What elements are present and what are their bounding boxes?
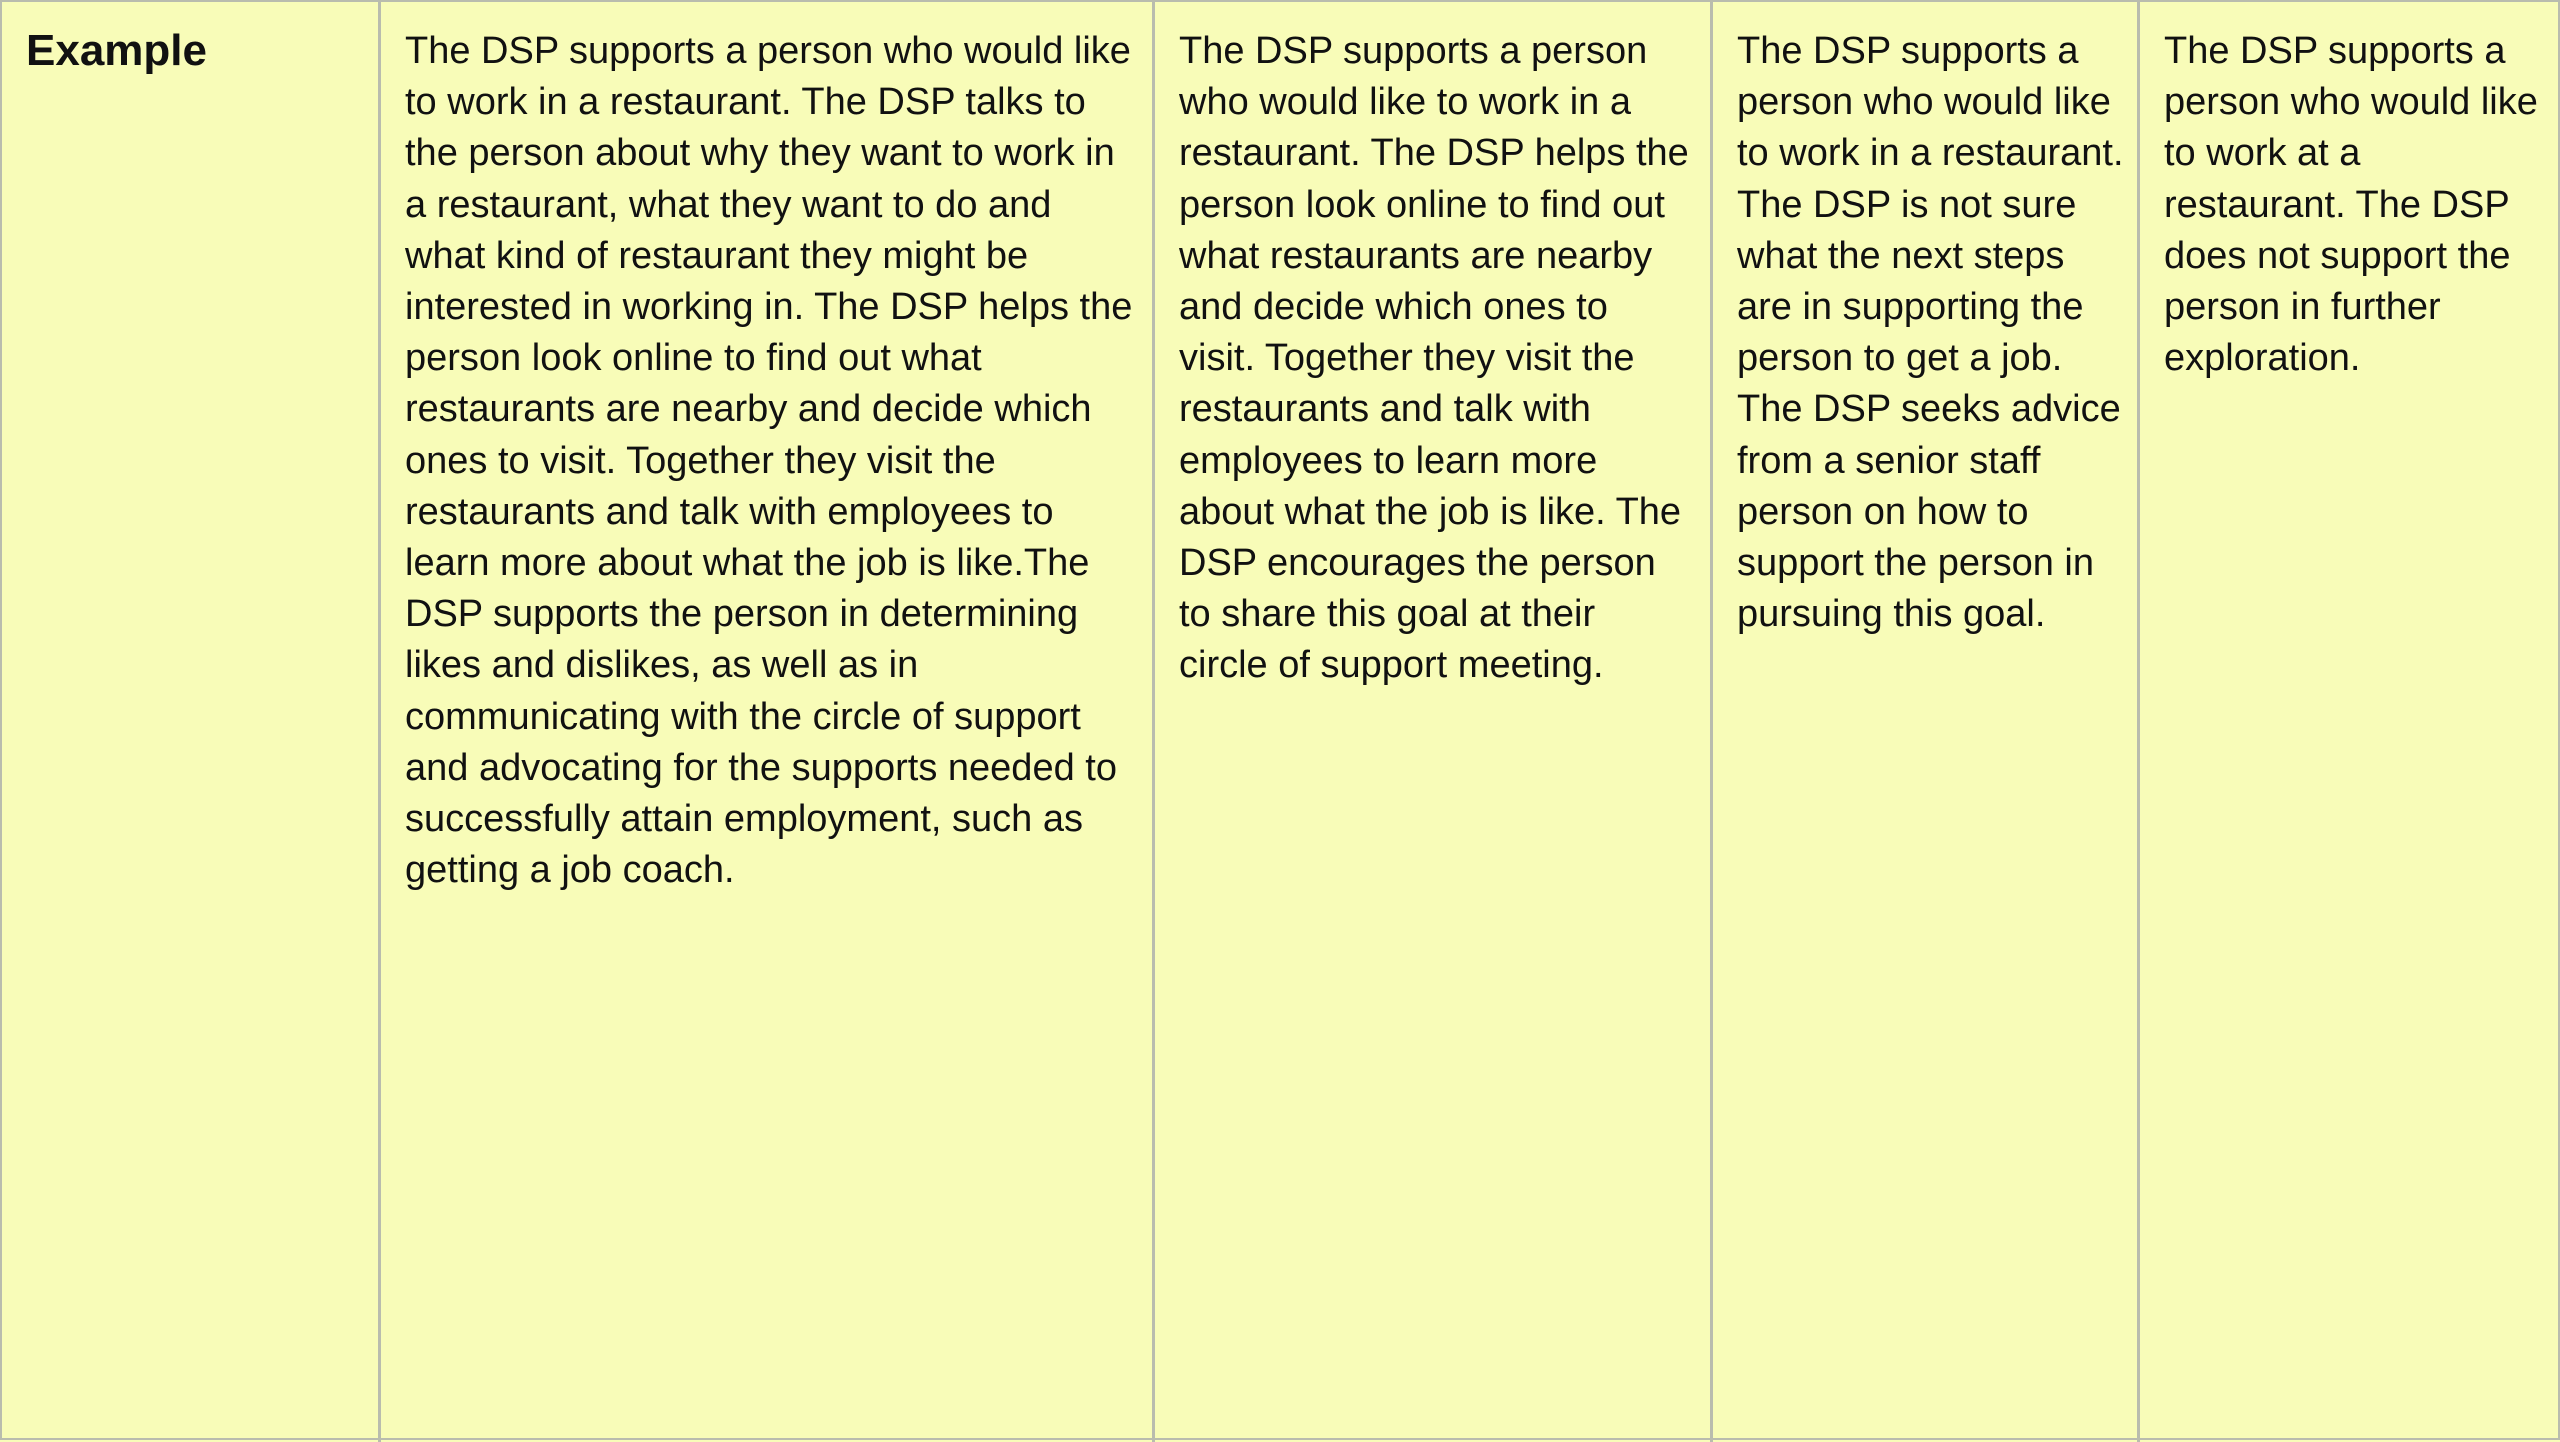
example-cell-1 [381, 2, 1155, 1442]
example-cell-4 [2140, 2, 2560, 1442]
example-cell-text: The DSP supports a person who would like to work in a restaurant. The DSP talks to the person about why they want to work in a restaurant, what they want to do and what kind of restaurant they might be interested in working in. The DSP helps the person look online to find out what restaurants are nearby and decide which ones to visit. Together they visit the restaurants and talk with employees to learn more about what the job is like.The DSP supports the person in determining likes and dislikes, as well as in communicating with the circle of support and advocating for the supports needed to successfully attain employment, such as getting a job coach. [405, 30, 1133, 892]
example-cell-text: The DSP supports a person who would like to work in a restaurant. The DSP helps the person look online to find out what restaurants are nearby and decide which ones to visit. Together they visit the restaurants and talk with employees to learn more about what the job is like. The DSP encourages the person to share this goal at their circle of support meeting. [1179, 30, 1689, 687]
example-cell-3 [1713, 2, 2140, 1442]
example-cell-text: The DSP supports a person who would like to work at a restaurant. The DSP does not support the person in further exploration. [2164, 30, 2538, 380]
example-cell-text: The DSP supports a person who would like to work in a restaurant. The DSP is not sure what the next steps are in supporting the person to get a job. The DSP seeks advice from a senior staff person on how to support the person in pursuing this goal. [1737, 30, 2124, 636]
row-header-label: Example [26, 26, 207, 75]
row-header-cell [2, 2, 381, 1442]
example-cell-2 [1155, 2, 1713, 1442]
